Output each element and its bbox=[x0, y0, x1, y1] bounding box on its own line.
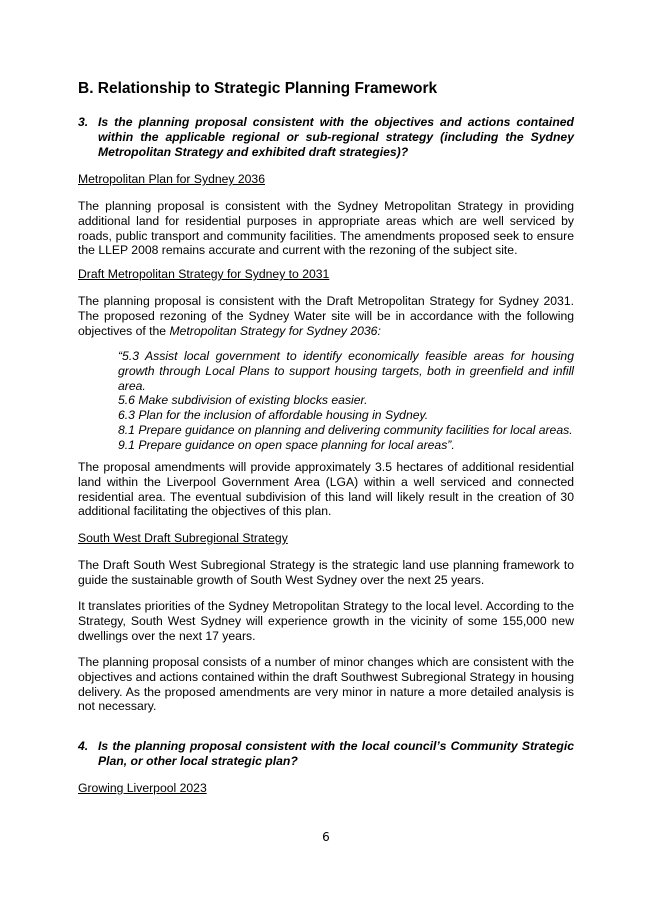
question-3-number: 3. bbox=[78, 115, 89, 129]
south-west-p2: It translates priorities of the Sydney Metropolitan Strategy to the local level. According to the Strategy, South West Sydney will experience growth in the vicinity of some 155,000 new dwellings over the next 17 years. bbox=[78, 599, 574, 643]
question-4 bbox=[78, 739, 574, 769]
south-west-p1: The Draft South West Subregional Strategy is the strategic land use planning framework to guide the sustainable growth of South West Sydney over the next 25 years. bbox=[78, 558, 574, 587]
question-4-text: Is the planning proposal consistent with the local council’s Community Strategic Plan, or other local strategic plan? bbox=[98, 739, 574, 768]
question-3-text: Is the planning proposal consistent with the objectives and actions contained within the applicable regional or sub-regional strategy (including the Sydney Metropolitan Strategy and exhibited draft strategies)? bbox=[98, 115, 574, 159]
section-title: B. Relationship to Strategic Planning Framework bbox=[78, 80, 438, 97]
draft-metro-after: The proposal amendments will provide approximately 3.5 hectares of additional residential land within the Liverpool Government Area (LGA) within a well serviced and connected residential area. The eventual subdivision of this land will likely result in the creation of 30 additional facilitating the objectives of this plan. bbox=[78, 460, 574, 519]
objectives-quote bbox=[118, 349, 574, 453]
draft-metro-body-italic: Metropolitan Strategy for Sydney 2036: bbox=[169, 323, 381, 338]
draft-metro-body bbox=[78, 294, 574, 338]
quote-item: “5.3 Assist local government to identify economically feasible areas for housing growth through Local Plans to support housing targets, both in greenfield and infill area. bbox=[118, 349, 574, 393]
draft-metro-heading: Draft Metropolitan Strategy for Sydney to 2031 bbox=[78, 267, 330, 281]
south-west-p3: The planning proposal consists of a number of minor changes which are consistent with the objectives and actions contained within the draft Southwest Subregional Strategy in housing delivery. As the proposed amendments are very minor in nature a more detailed analysis is not necessary. bbox=[78, 655, 574, 714]
question-4-number: 4. bbox=[78, 739, 89, 753]
growing-liverpool-heading: Growing Liverpool 2023 bbox=[78, 781, 207, 795]
question-3 bbox=[78, 115, 574, 159]
metro-plan-heading: Metropolitan Plan for Sydney 2036 bbox=[78, 172, 265, 186]
quote-item: 8.1 Prepare guidance on planning and delivering community facilities for local areas. bbox=[118, 422, 573, 437]
quote-item: 6.3 Plan for the inclusion of affordable housing in Sydney. bbox=[118, 408, 429, 423]
south-west-heading: South West Draft Subregional Strategy bbox=[78, 531, 288, 545]
draft-metro-body-intro: The planning proposal is consistent with the Draft Metropolitan Strategy for Sydney 2031. The proposed rezoning of the Sydney Water site will be in accordance with the following objectives of the bbox=[78, 294, 574, 338]
quote-item: 5.6 Make subdivision of existing blocks easier. bbox=[118, 393, 368, 408]
page-number: 6 bbox=[322, 830, 330, 844]
metro-plan-body: The planning proposal is consistent with the Sydney Metropolitan Strategy in providing additional land for residential purposes in appropriate areas which are well serviced by roads, public transport and community facilities. The amendments proposed seek to ensure the LLEP 2008 remains accurate and current with the rezoning of the subject site. bbox=[78, 199, 574, 258]
quote-item: 9.1 Prepare guidance on open space planning for local areas”. bbox=[118, 437, 455, 452]
